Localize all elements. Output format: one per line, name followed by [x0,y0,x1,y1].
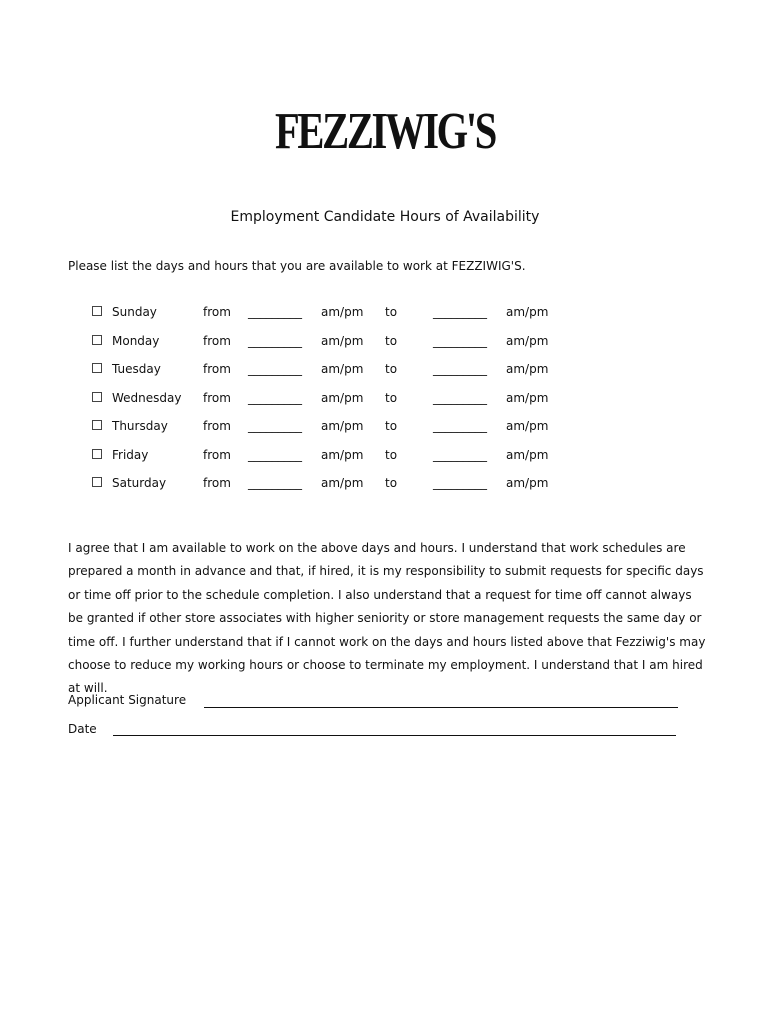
checkbox-saturday[interactable] [92,477,102,487]
applicant-signature-label: Applicant Signature [68,693,187,707]
day-label: Saturday [112,476,167,490]
day-label: Monday [112,333,160,348]
day-row-sunday [0,303,770,332]
day-row-monday [0,332,770,361]
to-label: to [385,333,398,348]
from-label: from [203,447,231,462]
to-label: to [385,390,398,405]
from-ampm: am/pm [321,305,364,319]
day-label: Friday [112,447,149,462]
from-ampm: am/pm [321,390,364,405]
from-label: from [203,390,231,405]
to-label: to [385,447,398,462]
from-ampm: am/pm [321,362,364,376]
from-time-field[interactable]: _________ [248,305,302,319]
checkbox-thursday[interactable] [92,420,102,430]
to-time-field[interactable]: _________ [433,333,487,348]
from-ampm: am/pm [321,419,364,433]
checkbox-wednesday[interactable] [92,392,102,402]
to-time-field[interactable]: _________ [433,390,487,405]
from-label: from [203,419,231,433]
checkbox-sunday[interactable] [92,306,102,316]
to-ampm: am/pm [506,390,549,405]
checkbox-friday[interactable] [92,449,102,459]
intro-text: Please list the days and hours that you are available to work at FEZZIWIG'S. [68,259,526,273]
page-title: Employment Candidate Hours of Availability [230,209,540,225]
to-label: to [385,476,398,490]
applicant-signature-field[interactable] [204,707,678,708]
from-label: from [203,305,231,319]
day-row-friday [0,446,770,475]
day-row-thursday [0,417,770,446]
day-label: Wednesday [112,390,182,405]
to-time-field[interactable]: _________ [433,476,487,490]
to-ampm: am/pm [506,419,549,433]
agreement-text: I agree that I am available to work on the above days and hours. I understand that work schedules are prepared a month in advance and that, if hired, it is my responsibility to submit requests for specific days or time off prior to the schedule completion. I also understand that a request for time off cannot always be granted if other store associates with higher seniority or store management requests the same day or time off. I further understand that if I cannot work on the days and hours listed above that Fezziwig's may choose to reduce my working hours or choose to terminate my employment. I understand that I am hired at will. [68,541,706,696]
to-ampm: am/pm [506,362,549,376]
from-ampm: am/pm [321,447,364,462]
day-row-tuesday [0,360,770,389]
from-label: from [203,362,231,376]
checkbox-monday[interactable] [92,335,102,345]
to-label: to [385,419,398,433]
from-label: from [203,333,231,348]
day-label: Sunday [112,305,157,319]
to-ampm: am/pm [506,305,549,319]
to-time-field[interactable]: _________ [433,419,487,433]
to-label: to [385,305,398,319]
to-time-field[interactable]: _________ [433,447,487,462]
to-label: to [385,362,398,376]
from-time-field[interactable]: _________ [248,390,302,405]
to-ampm: am/pm [506,447,549,462]
day-label: Thursday [112,419,168,433]
from-ampm: am/pm [321,476,364,490]
to-time-field[interactable]: _________ [433,362,487,376]
availability-list [0,303,770,503]
from-label: from [203,476,231,490]
from-time-field[interactable]: _________ [248,447,302,462]
day-row-saturday [0,474,770,503]
to-time-field[interactable]: _________ [433,305,487,319]
logo: FEZZIWIG'S [274,103,496,160]
from-time-field[interactable]: _________ [248,476,302,490]
checkbox-tuesday[interactable] [92,363,102,373]
day-row-wednesday [0,389,770,418]
from-time-field[interactable]: _________ [248,419,302,433]
date-label: Date [68,722,97,736]
from-ampm: am/pm [321,333,364,348]
to-ampm: am/pm [506,476,549,490]
date-field[interactable] [113,735,676,736]
from-time-field[interactable]: _________ [248,362,302,376]
day-label: Tuesday [112,362,161,376]
from-time-field[interactable]: _________ [248,333,302,348]
to-ampm: am/pm [506,333,549,348]
